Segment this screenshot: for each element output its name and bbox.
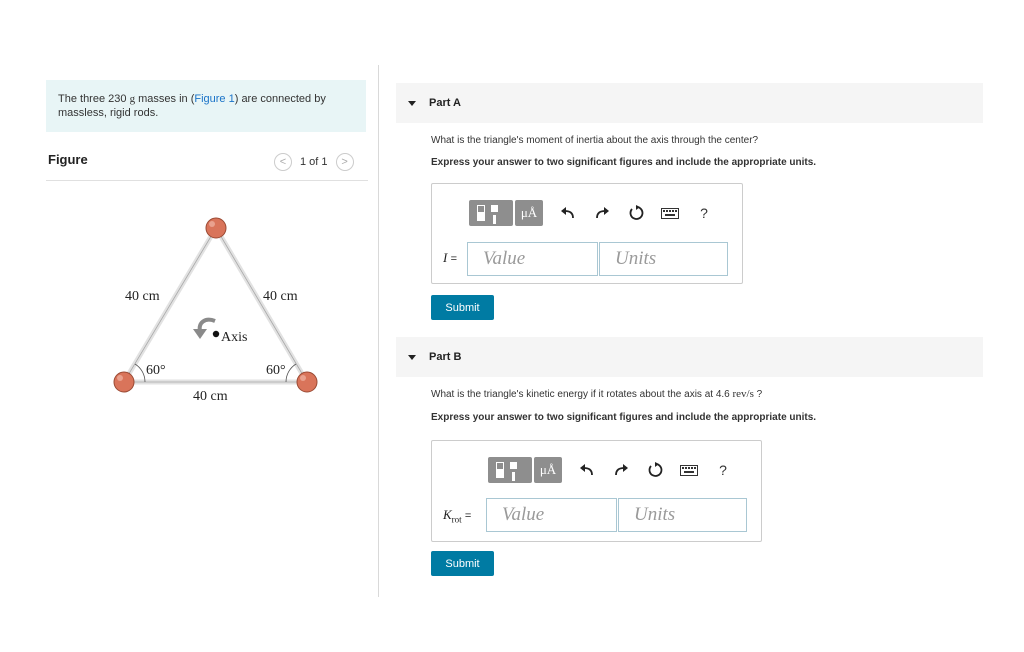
collapse-caret-icon[interactable] [408, 101, 416, 106]
reset-icon[interactable] [638, 462, 672, 478]
label-side-bottom: 40 cm [193, 389, 228, 404]
part-a-toolbar [469, 200, 721, 226]
reset-icon[interactable] [619, 205, 653, 221]
label-side-left: 40 cm [125, 289, 160, 304]
label-angle-left: 60° [146, 363, 166, 378]
mass-right [297, 372, 317, 392]
help-icon[interactable]: ? [700, 205, 708, 221]
help-icon[interactable]: ? [719, 462, 727, 478]
part-b-toolbar [488, 457, 740, 483]
figure-link[interactable]: Figure 1 [194, 93, 235, 105]
templates-icon[interactable] [469, 200, 513, 226]
part-b-submit-button[interactable]: Submit [431, 551, 494, 576]
intro-text-before: The three 230 [58, 93, 130, 105]
figure-pager [274, 152, 354, 172]
part-a-value-input[interactable]: Value [467, 242, 598, 276]
intro-text-mid: masses in ( [135, 93, 195, 105]
problem-statement [46, 80, 366, 132]
mass-top [206, 218, 226, 238]
rotation-arrow-icon [193, 320, 215, 339]
part-a-instruction: Express your answer to two significant figures and include the appropriate units. [431, 157, 817, 168]
part-b-value-input[interactable]: Value [486, 498, 617, 532]
redo-icon[interactable] [585, 207, 619, 219]
templates-icon[interactable] [488, 457, 532, 483]
mass-left [114, 372, 134, 392]
label-angle-right: 60° [266, 363, 286, 378]
units-symbols-button[interactable]: μÅ [534, 457, 562, 483]
label-axis: Axis [221, 330, 248, 345]
part-a-units-input[interactable]: Units [599, 242, 728, 276]
intro-text-after: ) are connected by massless, rigid rods. [58, 93, 326, 119]
keyboard-icon[interactable] [653, 208, 687, 219]
angle-arc-left [135, 364, 145, 382]
part-a-title: Part A [429, 97, 461, 109]
figure-title: Figure [48, 152, 88, 167]
redo-icon[interactable] [604, 464, 638, 476]
label-side-right: 40 cm [263, 289, 298, 304]
part-b-header[interactable] [396, 337, 983, 377]
part-a-variable: I = [443, 250, 458, 265]
triangle-figure [100, 205, 340, 415]
part-b-instruction: Express your answer to two significant figures and include the appropriate units. [431, 412, 817, 423]
undo-icon[interactable] [570, 464, 604, 476]
figure-divider [46, 180, 368, 181]
undo-icon[interactable] [551, 207, 585, 219]
collapse-caret-icon[interactable] [408, 355, 416, 360]
part-b-units-input[interactable]: Units [618, 498, 747, 532]
keyboard-icon[interactable] [672, 465, 706, 476]
axis-dot [213, 331, 219, 337]
panel-divider [378, 65, 379, 597]
pager-text: 1 of 1 [300, 156, 328, 168]
part-b-variable: $K_{rot}$ = [443, 507, 472, 525]
mass-unit: g [129, 93, 136, 105]
units-symbols-button[interactable]: μÅ [515, 200, 543, 226]
part-a-header[interactable] [396, 83, 983, 123]
part-a-submit-button[interactable]: Submit [431, 295, 494, 320]
part-a-question: What is the triangle's moment of inertia about the axis through the center? [431, 135, 759, 146]
angle-arc-right [286, 364, 296, 382]
part-b-answer-box [431, 440, 762, 542]
chevron-left-icon[interactable]: < [274, 153, 292, 171]
chevron-right-icon[interactable]: > [336, 153, 354, 171]
part-b-question: What is the triangle's kinetic energy if it rotates about the axis at 4.6 rev/s ? [431, 388, 763, 400]
part-a-answer-box [431, 183, 743, 284]
rev-per-s-unit: rev/s [732, 388, 754, 400]
part-b-title: Part B [429, 351, 462, 363]
